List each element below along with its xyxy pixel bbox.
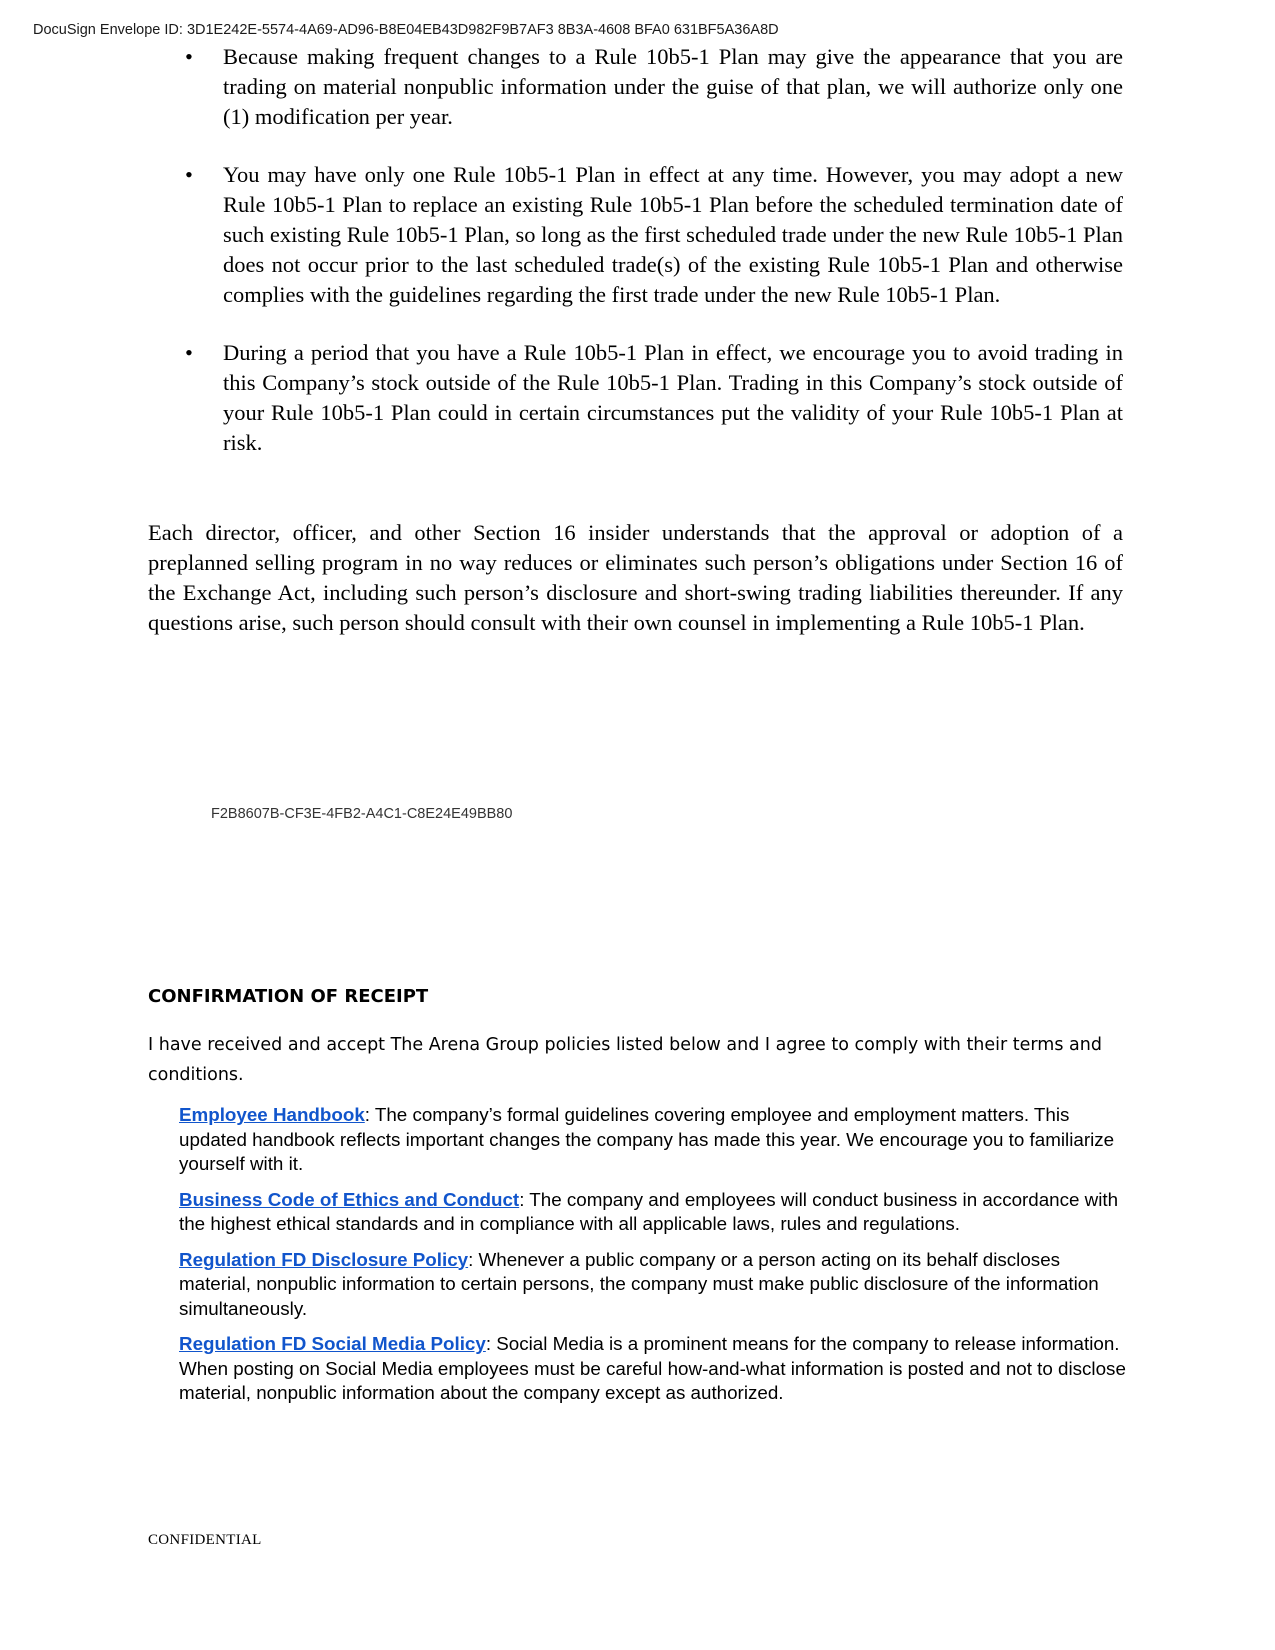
regulation-fd-social-media-link[interactable]: Regulation FD Social Media Policy <box>179 1333 486 1354</box>
list-item <box>185 160 1123 310</box>
policy-description: : The company’s formal guidelines covering employee and employment matters. This updated handbook reflects important changes the company has made this year. We encourage you to familiarize yourself with it. <box>179 1104 1115 1174</box>
employee-handbook-link[interactable]: Employee Handbook <box>179 1104 365 1125</box>
bullet-text: During a period that you have a Rule 10b5-1 Plan in effect, we encourage you to avoid trading in this Company’s stock outside of the Rule 10b5-1 Plan. Trading in this Company’s stock outside of your Rule 10b5-1 Plan could in certain circumstances put the validity of your Rule 10b5-1 Plan at risk. <box>223 340 1123 455</box>
policy-list <box>179 1103 1129 1417</box>
confirmation-title: CONFIRMATION OF RECEIPT <box>148 986 429 1007</box>
policy-description: : Whenever a public company or a person acting on its behalf discloses material, nonpublic information to certain persons, the company must make public disclosure of the information simultaneously. <box>179 1248 1099 1319</box>
bullet-icon: • <box>185 44 193 69</box>
code-of-ethics-link[interactable]: Business Code of Ethics and Conduct <box>179 1188 520 1210</box>
list-item <box>185 338 1123 458</box>
bullet-text: You may have only one Rule 10b5-1 Plan in effect at any time. However, you may adopt a new Rule 10b5-1 Plan to replace an existing Rule 10b5-1 Plan before the scheduled termination date of such existing Rule 10b5-1 Plan, so long as the first scheduled trade under the new Rule 10b5-1 Plan does not occur prior to the last scheduled trade(s) of the existing Rule 10b5-1 Plan and otherwise complies with the guidelines regarding the first trade under the new Rule 10b5-1 Plan. <box>223 162 1123 307</box>
list-item <box>185 42 1123 132</box>
confidential-footer: CONFIDENTIAL <box>148 1532 262 1548</box>
policy-regulation-fd-disclosure <box>179 1248 1129 1322</box>
policy-description: : The company and employees will conduct business in accordance with the highest ethical standards and in compliance with all applicable laws, rules and regulations. <box>179 1188 1119 1234</box>
docusign-envelope-id: DocuSign Envelope ID: 3D1E242E-5574-4A69-AD96-B8E04EB43D982F9B7AF3 8B3A-4608 BFA0 631BF5A36A8D <box>33 22 779 38</box>
policy-description: : Social Media is a prominent means for the company to release information. When posting on Social Media employees must be careful how-and-what information is posted and not to disclose material, nonpublic information about the company except as authorized. <box>179 1333 1126 1403</box>
policy-code-of-ethics <box>179 1188 1129 1237</box>
bullet-icon: • <box>185 340 193 365</box>
section16-paragraph: Each director, officer, and other Section 16 insider understands that the approval or adoption of a preplanned selling program in no way reduces or eliminates such person’s obligations under Section 16 of the Exchange Act, including such person’s disclosure and short-swing trading liabilities thereunder. If any questions arise, such person should consult with their own counsel in implementing a Rule 10b5-1 Plan. <box>148 520 1123 635</box>
regulation-fd-disclosure-link[interactable]: Regulation FD Disclosure Policy <box>179 1248 469 1270</box>
confirmation-intro: I have received and accept The Arena Group policies listed below and I agree to comply with their terms and conditions. <box>148 1035 1102 1085</box>
bullet-icon: • <box>185 162 193 187</box>
plan-rules-list <box>185 42 1123 486</box>
bullet-text: Because making frequent changes to a Rule 10b5-1 Plan may give the appearance that you are trading on material nonpublic information under the guise of that plan, we will authorize only one (1) modification per year. <box>223 44 1123 129</box>
signature-hash: F2B8607B-CF3E-4FB2-A4C1-C8E24E49BB80 <box>211 806 513 822</box>
policy-employee-handbook <box>179 1103 1129 1177</box>
policy-regulation-fd-social-media <box>179 1332 1129 1406</box>
